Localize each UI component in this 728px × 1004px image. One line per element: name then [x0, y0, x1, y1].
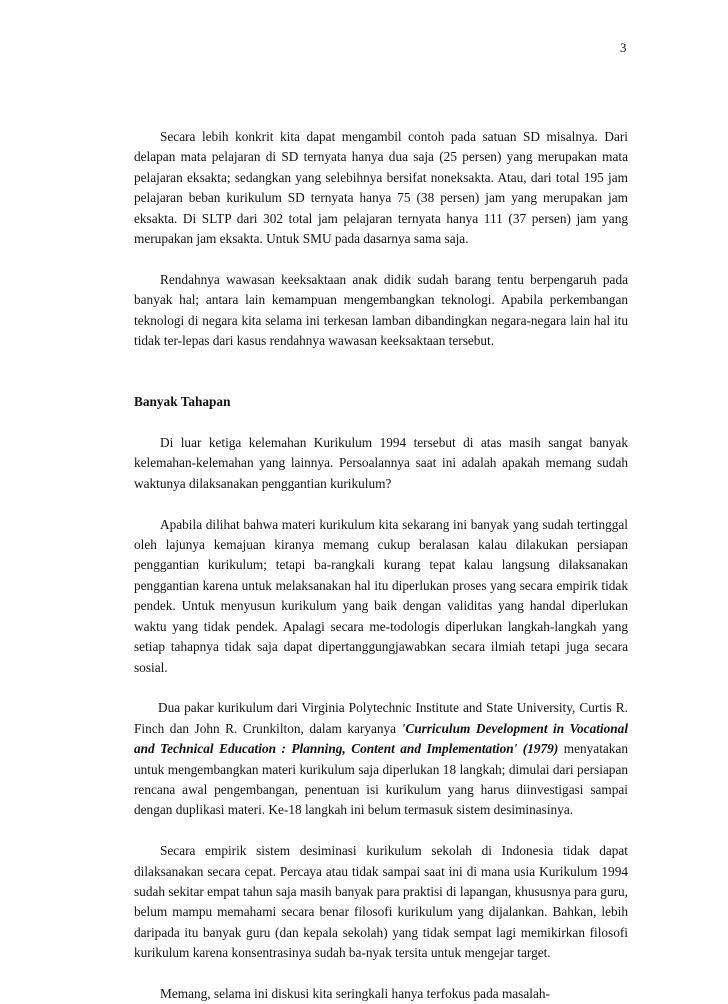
paragraph-pakar-intro: Dua pakar kurikulum dari Virginia Polytechnic Institute and State University, Curtis R. Finch dan John R. Crunkilton, dalam karyanya — [134, 700, 628, 736]
paragraph-memang: Memang, selama ini diskusi kita seringkali hanya terfokus pada masalah- — [160, 985, 550, 1001]
paragraph-sd-example: Secara lebih konkrit kita dapat mengambil contoh pada satuan SD misalnya. Dari delapan mata pelajaran di SD ternyata hanya dua saja (25 persen) yang merupakan mata pelajaran eksakta; sedangkan yang selebihnya bersifat noneksakta. Atau, dari total 195 jam pelajaran beban kurikulum SD ternyata hanya 75 (38 persen) jam yang merupakan jam eksakta. Di SLTP dari 302 total jam pelajaran ternyata hanya 111 (37 persen) jam yang merupakan jam eksakta. Untuk SMU pada dasarnya sama saja. — [134, 129, 628, 247]
paragraph-pakar-rest: menyatakan untuk mengembangkan materi kurikulum saja diperlukan 18 langkah; dimulai dari persiapan rencana awal pengembangan, penentuan isi kurikulum yang harus diinvestigasi sampai dengan duplikasi materi. Ke-18 langkah ini belum termasuk sistem desiminasinya. — [134, 741, 628, 818]
paragraph-materi: Apabila dilihat bahwa materi kurikulum kita sekarang ini banyak yang sudah tertinggal oleh lajunya kemajuan kiranya memang cukup beralasan kalau dilakukan persiapan penggantian kurikulum; tetapi ba-rangkali kurang tepat kalau langsung dilaksanakan penggantian karena untuk melaksanakan hal itu diperlukan proses yang secara empirik tidak pendek. Untuk menyusun kurikulum yang baik dengan validitas yang handal diperlukan waktu yang tidak pendek. Apalagi secara me-todologis diperlukan langkah-langkah yang setiap tahapnya tidak saja dapat dipertanggungjawabkan secara ilmiah tetapi juga secara sosial. — [134, 516, 628, 675]
book-title: 'Curriculum Development in Vocational and Technical Education : Planning, Content and Implementation' (1979) — [134, 720, 629, 757]
paragraph-desiminasi: Secara empirik sistem desiminasi kurikulum sekolah di Indonesia tidak dapat dilaksanakan secara cepat. Percaya atau tidak sampai saat ini di mana usia Kurikulum 1994 sudah sekitar empat tahun saja masih banyak para praktisi di lapangan, khususnya para guru, belum mampu memahami secara benar filosofi kurikulum yang dijalankan. Bahkan, lebih daripada itu banyak guru (dan kepala sekolah) yang tidak sempat lagi memikirkan filosofi kurikulum karena konsentrasinya sudah ba-nyak tersita untuk mengejar target. — [134, 843, 628, 961]
page-number: 3 — [620, 40, 627, 55]
paragraph-pakar — [134, 698, 628, 820]
paragraph-wawasan: Rendahnya wawasan keeksaktaan anak didik sudah barang tentu berpengaruh pada banyak hal; antara lain kemampuan mengembangkan teknologi. Apabila perkembangan teknologi di negara kita selama ini terkesan lamban dibandingkan negara-negara lain hal itu tidak ter-lepas dari kasus rendahnya wawasan keeksaktaan tersebut. — [134, 271, 628, 349]
paragraph-kelemahan: Di luar ketiga kelemahan Kurikulum 1994 tersebut di atas masih sangat banyak kelemahan-kelemahan yang lainnya. Persoalannya saat ini adalah apakah memang sudah waktunya dilaksanakan penggantian kurikulum? — [134, 435, 628, 491]
document-body — [134, 127, 628, 1004]
section-heading: Banyak Tahapan — [134, 394, 231, 410]
